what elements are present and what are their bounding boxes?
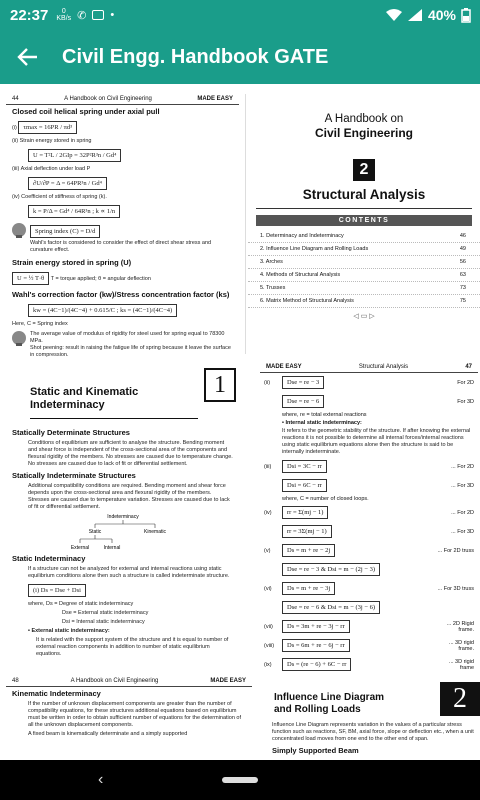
running-title: A Handbook on Civil Engineering	[64, 96, 152, 102]
chapter-number: 1	[204, 368, 236, 402]
nav-home-pill[interactable]	[222, 777, 258, 783]
formula-row: Dse = re − 3 & Dsi = m − (2j − 3)	[258, 560, 480, 579]
brand: MADE EASY	[197, 96, 233, 102]
formula-row: Dsi = 6C − rr ... For 3D	[258, 476, 480, 495]
data-speed-icon: 0 KB/s	[56, 8, 72, 22]
dot-icon: •	[110, 9, 115, 21]
running-header	[6, 94, 239, 105]
chapter-title: Static and Kinematic Indeterminacy	[30, 386, 139, 411]
battery-percent: 40%	[427, 7, 456, 23]
remember-note: Spring index (C) = D/d Wahl's factor is considered to consider the effect of direct shear stress and curvature effect.	[0, 221, 245, 256]
formula: U = T²L / 2GIp = 32P²R³n / Gd⁴	[0, 146, 245, 165]
section-heading: Wahl's correction factor (kw)/Stress concentration factor (ks)	[12, 290, 230, 299]
paragraph: Conditions of equilibrium are sufficient to analyse the structure. Bending moment and shear force is independent of the cross-sectional area of the components and flexural rigidity of the members. No stresses are caused due to temperature change. No stresses are caused due to lack of fit or differential settlement.	[28, 440, 233, 467]
back-button[interactable]	[0, 30, 56, 84]
running-title: A Handbook on Civil Engineering	[70, 678, 159, 684]
list-item: (ii) Strain energy stored in spring	[12, 138, 92, 144]
formula-row: • Internal static indeterminacy:	[282, 420, 362, 426]
formula: (i) Ds = Dse + Dsi	[0, 581, 246, 600]
list-item: (iii) Axial deflection under load P	[12, 166, 91, 172]
paragraph: If the number of unknown displacement components are greater than the number of compatibility equations, for these structures additional equations based on equilibrium must be written in order to obtain sufficient number of equations for the determination of all the unknown displacement components.	[28, 701, 241, 728]
page-44[interactable]	[0, 94, 246, 358]
contents-heading: CONTENTS	[256, 215, 472, 226]
page-chapter-2-opener[interactable]	[258, 676, 480, 760]
indeterminacy-tree	[0, 512, 246, 552]
nav-back-icon[interactable]: ‹	[98, 771, 104, 788]
bullet-heading: • External static indeterminacy:	[28, 628, 110, 634]
page-number: 44	[12, 96, 19, 102]
section-heading: Closed coil helical spring under axial pull	[12, 107, 160, 116]
list-item: (iv) Coefficient of stiffness of spring (k).	[12, 194, 107, 200]
formula: U = ½ T·θ T = torque applied; θ = angular deflection	[0, 269, 245, 288]
bulb-icon	[12, 223, 26, 237]
formula: kw = (4C−1)/(4C−4) + 0.615/C ; ks = (4C−1)/(4C−4)	[0, 301, 245, 320]
formula-row: (iii) Dsi = 3C − rr ... For 2D	[258, 457, 480, 476]
formula-row: (vii) Ds = 3m + re − 3j − rr ... 2D Rigid frame.	[264, 620, 474, 633]
formula-row: (v) Ds = m + re − 2j ... For 2D truss	[258, 541, 480, 560]
page-47[interactable]	[258, 362, 480, 671]
arrow-left-icon	[18, 48, 38, 66]
divider	[256, 208, 472, 209]
system-nav-bar	[0, 760, 480, 800]
toc-item[interactable]: 4. Methods of Structural Analysis 63	[248, 269, 480, 282]
toc-item[interactable]: 3. Arches 56	[248, 256, 480, 269]
signal-icon	[408, 9, 422, 21]
running-header	[260, 362, 478, 373]
section-heading: Statically Determinate Structures	[12, 428, 130, 437]
formula-row: (viii) Ds = 6m + re − 6j − rr ... 3D rigid frame.	[264, 639, 474, 652]
wifi-icon	[386, 9, 402, 21]
phone-icon: ✆	[77, 9, 87, 22]
svg-text:External: External	[70, 545, 90, 551]
page-chapter-2-cover[interactable]	[248, 94, 480, 354]
formula: ∂U/∂P = Δ = 64PR³n / Gd⁴	[0, 174, 245, 193]
status-time: 22:37	[10, 6, 49, 24]
handbook-title: A Handbook on Civil Engineering	[314, 113, 413, 140]
text: Dsi = Internal static indeterminacy	[62, 619, 145, 625]
text: where, Ds = Degree of static indeterminacy	[28, 601, 134, 607]
status-notification-icons	[56, 8, 114, 22]
formula-row: rr = 3Σ(mj − 1) ... For 3D	[258, 522, 480, 541]
section-heading: Static Indeterminacy	[12, 554, 86, 563]
paragraph: Additional compatibility conditions are required. Bending moment and shear force depends upon the cross-sectional area and flexural rigidity of the members. Stresses are caused due to temperature variation. Stresses are caused due to lack of fit or differential settlement.	[28, 483, 230, 510]
bulb-icon	[12, 331, 26, 345]
svg-text:Indeterminacy: Indeterminacy	[107, 514, 139, 520]
divider	[30, 418, 198, 419]
formula-row: Dse = re − 6 For 3D	[258, 392, 480, 411]
formula-row: Dse = re − 6 & Dsi = m − (3j − 6)	[258, 598, 480, 617]
page-number: 48	[12, 678, 19, 684]
chapter-number: 2	[440, 682, 480, 716]
status-bar	[0, 0, 480, 30]
svg-text:Static: Static	[88, 529, 102, 535]
paragraph: A fixed beam is kinematically determinate and a simply supported	[28, 731, 188, 737]
formula-row: where, C = number of closed loops.	[282, 496, 369, 502]
formula-row: (ix) Ds = (re − 6) + 6C − rr ... 3D rigid frame	[264, 658, 474, 671]
section-heading: Strain energy stored in spring (U)	[12, 258, 132, 267]
formula-row: where, re = total external reactions	[282, 412, 367, 418]
paragraph: If a structure can not be analyzed for external and internal reactions using static equilibrium conditions alone then such a structure is called indeterminate structure.	[28, 566, 230, 579]
svg-text:Internal: Internal	[103, 545, 121, 551]
list-item: (i) τmax = 16PR / πd³	[0, 118, 245, 137]
chapter-title: Structural Analysis	[302, 187, 426, 202]
section-heading: Kinematic Indeterminacy	[12, 689, 101, 698]
brand: MADE EASY	[210, 678, 246, 684]
cast-icon	[92, 10, 104, 20]
running-header	[6, 676, 252, 687]
formula-row: (vi) Ds = m + re − 3j ... For 3D truss	[258, 579, 480, 598]
text: Here, C = Spring index	[12, 321, 68, 327]
toc-item[interactable]: 1. Determinacy and Indeterminacy 46	[248, 230, 480, 243]
toc-item[interactable]: 6. Matrix Method of Structural Analysis 75	[248, 295, 480, 308]
section-heading: Statically Indeterminate Structures	[12, 471, 136, 480]
status-right	[386, 7, 470, 23]
formula: k = P/Δ = Gd⁴ / 64R³n ; k ∝ 1/n	[0, 202, 245, 221]
app-bar	[0, 30, 480, 84]
running-title: Structural Analysis	[358, 364, 409, 370]
chapter-title: Influence Line Diagram and Rolling Loads	[274, 692, 385, 715]
page-ornament: ◁ ▭ ▷	[353, 313, 375, 320]
formula-row: (ii) Dse = re − 3 For 2D	[258, 373, 480, 392]
paragraph: It refers to the geometric stability of the structure. If after knowing the external reactions it is not possible to determine all internal forces/internal reactions using static equilibrium equations alone then the structure is said to be internally indeterminate.	[282, 428, 471, 455]
formula-row: (iv) rr = Σ(mj − 1) ... For 2D	[258, 503, 480, 522]
page-chapter-1-opener[interactable]	[0, 362, 246, 662]
section-heading: Simply Supported Beam	[272, 746, 359, 755]
app-title: Civil Engg. Handbook GATE	[62, 45, 329, 68]
document-viewer[interactable]	[0, 84, 480, 760]
page-48[interactable]	[0, 676, 258, 760]
remember-note: The average value of modulus of rigidity for steel used for spring equal to 78300 MPa. Shot peening: result in raising the fatigue life of spring because it leave the surface in compression.	[0, 329, 245, 361]
brand: MADE EASY	[266, 364, 302, 370]
paragraph: Influence Line Diagram represents variation in the values of a particular stress function such as reactions, SF, BM, axial force, slope or deflection etc., when a unit concentrated load moves from one end to the other end of span.	[272, 722, 474, 742]
toc-item[interactable]: 2. Influence Line Diagram and Rolling Loads 49	[248, 243, 480, 256]
text: Dse = External static indeterminacy	[62, 610, 149, 616]
battery-icon	[462, 8, 470, 22]
svg-text:Kinematic: Kinematic	[144, 529, 166, 535]
toc-item[interactable]: 5. Trusses 73	[248, 282, 480, 295]
chapter-number: 2	[353, 159, 375, 181]
page-number: 47	[465, 364, 472, 370]
paragraph: It is related with the support system of the structure and it is equal to number of external reaction components in addition to number of static equilibrium equations.	[36, 637, 229, 657]
